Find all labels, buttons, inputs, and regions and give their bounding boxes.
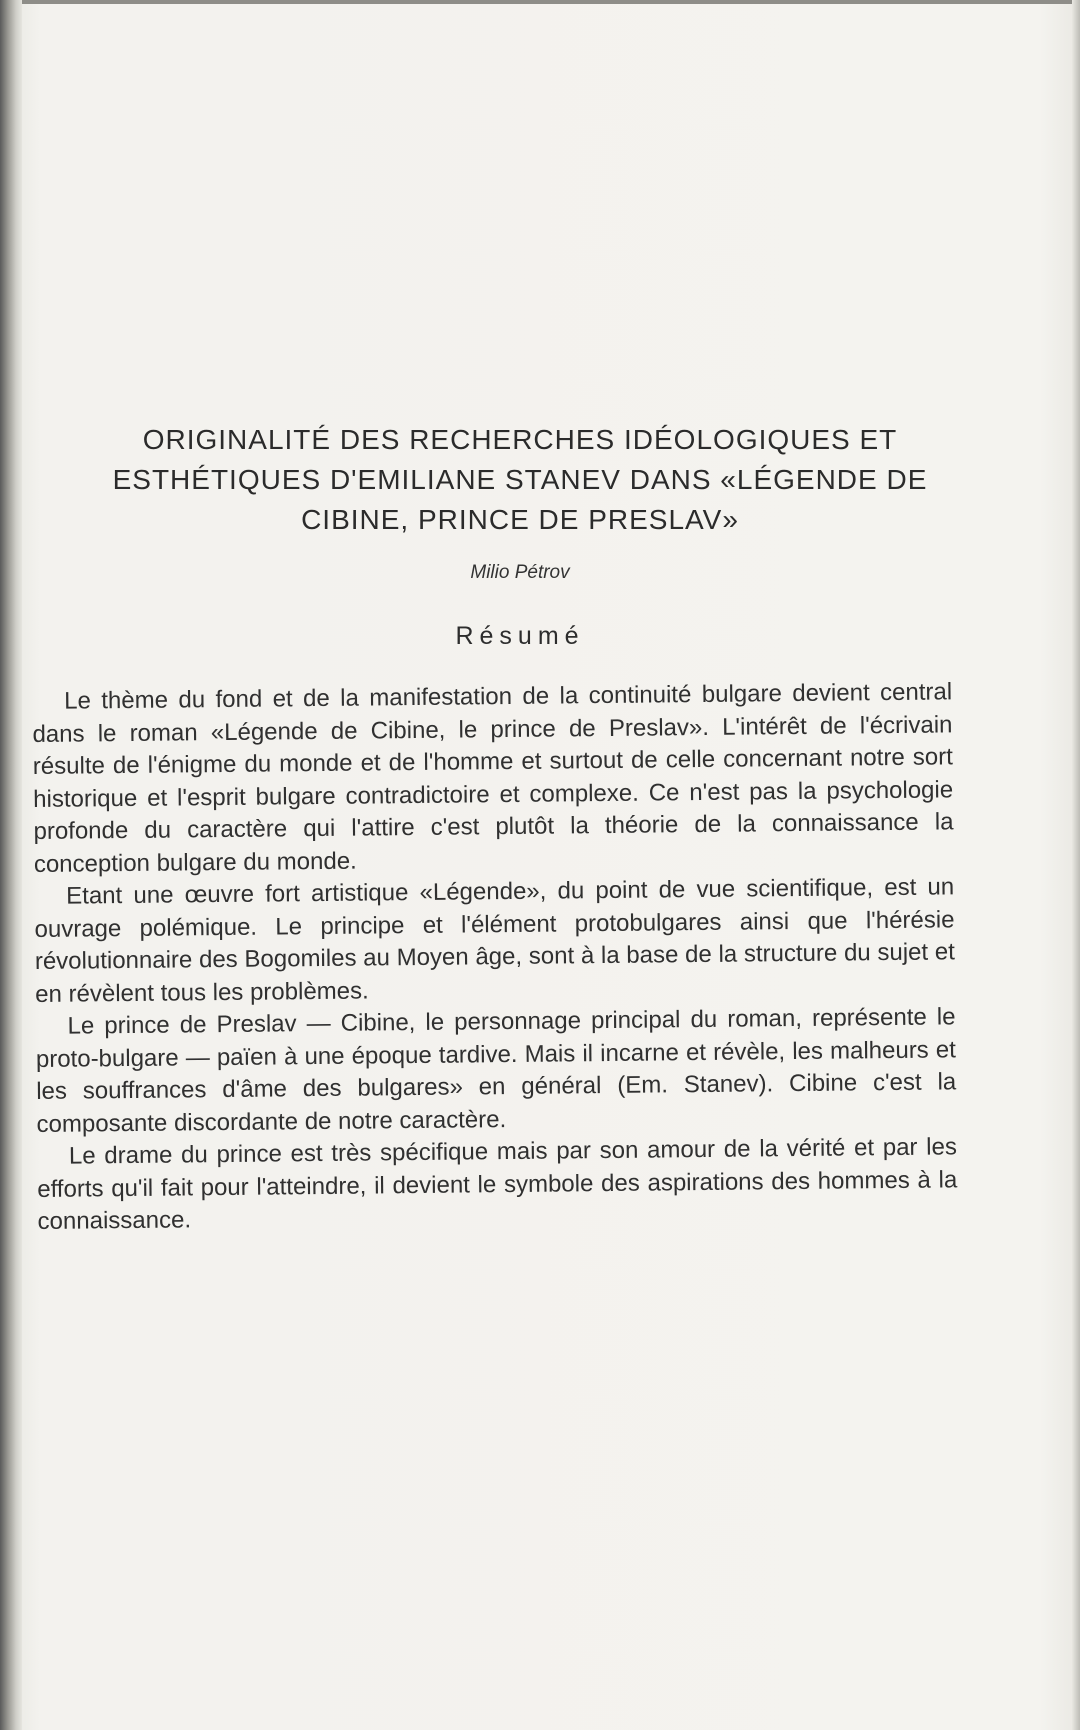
page-top-edge	[0, 0, 1080, 4]
author-name: Milio Pétrov	[470, 562, 570, 583]
article-title-line-3: CIBINE, PRINCE DE PRESLAV»	[301, 504, 739, 535]
resume-paragraph-1: Le thème du fond et de la manifestation de la continuité bulgare devient central dans le roman «Légende de Cibine, le prince de Preslav». L'intérêt de l'écrivain résulte de l'énigme du monde et de l'homme et surtout de celle concernant notre sort historique et l'esprit bulgare contradictoire et complexe. Ce n'est pas la psychologie profonde du caractère qui l'attire c'est plutôt la théorie de la connaissance la conception bulgare du monde.	[32, 678, 954, 878]
page-binding-edge	[0, 0, 22, 1730]
resume-paragraph-4: Le drame du prince est très spécifique mais par son amour de la vérité et par les efforts qu'il fait pour l'atteindre, il devient le symbole des aspirations des hommes à la connaissance.	[37, 1133, 958, 1235]
article-title	[40, 420, 1000, 540]
resume-body	[32, 676, 958, 1238]
page-right-edge	[1072, 0, 1080, 1730]
resume-paragraph-3: Le prince de Preslav — Cibine, le personnage principal du roman, représente le proto-bulgare — païen à une époque tardive. Mais il incarne et révèle, les malheurs et les souffrances d'âme des bulgares» en général (Em. Stanev). Cibine c'est la composante discordante de notre caractère.	[35, 1003, 957, 1138]
resume-paragraph-2: Etant une œuvre fort artistique «Légende», du point de vue scientifique, est un ouvrage polémique. Le principe et l'élément protobulgares ainsi que l'hérésie révolutionnaire des Bogomiles au Moyen âge, sont à la base de la structure du sujet et en révèlent tous les problèmes.	[34, 873, 955, 1008]
resume-heading: Résumé	[455, 622, 585, 650]
article-title-line-2: ESTHÉTIQUES D'EMILIANE STANEV DANS «LÉGENDE DE	[112, 464, 928, 495]
article-title-line-1: ORIGINALITÉ DES RECHERCHES IDÉOLOGIQUES ET	[142, 424, 898, 455]
